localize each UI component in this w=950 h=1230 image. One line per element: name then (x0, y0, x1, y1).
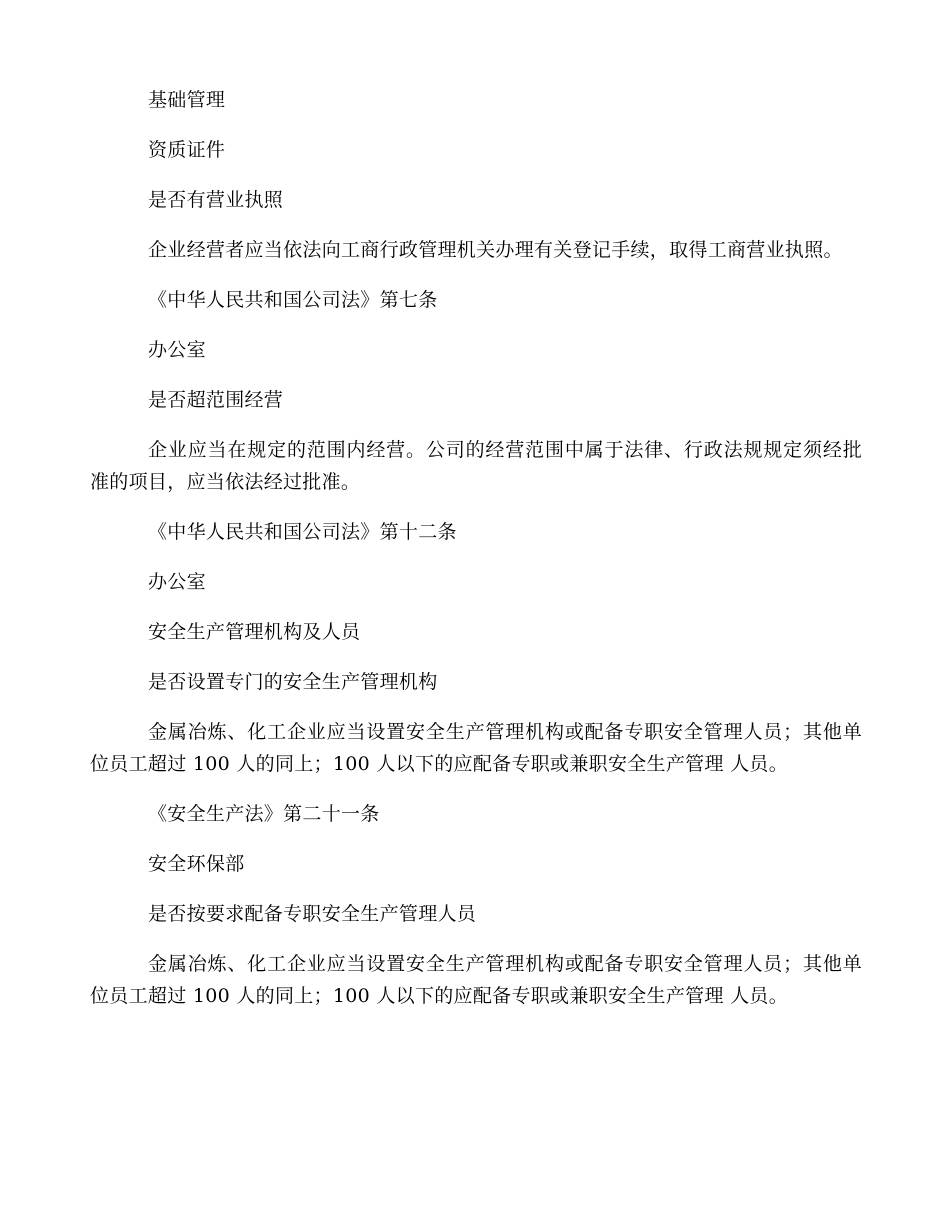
section-heading: 基础管理 (148, 89, 226, 111)
responsible-department: 安全环保部 (148, 853, 245, 875)
check-item: 是否按要求配备专职安全生产管理人员 (148, 903, 477, 925)
requirement-text: 企业经营者应当依法向工商行政管理机关办理有关登记手续，取得工商营业执照。 (148, 239, 843, 261)
subsection-heading: 安全生产管理机构及人员 (148, 621, 361, 643)
requirement-text: 金属冶炼、化工企业应当设置安全生产管理机构或配备专职安全管理人员；其他单位员工超过 100 人的同上；100 人以下的应配备专职或兼职安全生产管理 人员。 (90, 721, 862, 775)
legal-basis: 《安全生产法》第二十一条 (148, 803, 380, 825)
check-item: 是否有营业执照 (148, 189, 284, 211)
check-item: 是否设置专门的安全生产管理机构 (148, 671, 438, 693)
responsible-department: 办公室 (148, 571, 206, 593)
responsible-department: 办公室 (148, 339, 206, 361)
check-item: 是否超范围经营 (148, 389, 284, 411)
legal-basis: 《中华人民共和国公司法》第十二条 (148, 521, 457, 543)
subsection-heading: 资质证件 (148, 139, 226, 161)
document-body (90, 84, 862, 1012)
legal-basis: 《中华人民共和国公司法》第七条 (148, 289, 438, 311)
requirement-text: 金属冶炼、化工企业应当设置安全生产管理机构或配备专职安全管理人员；其他单位员工超过 100 人的同上；100 人以下的应配备专职或兼职安全生产管理 人员。 (90, 953, 862, 1007)
requirement-text: 企业应当在规定的范围内经营。公司的经营范围中属于法律、行政法规规定须经批准的项目，应当依法经过批准。 (90, 439, 862, 493)
